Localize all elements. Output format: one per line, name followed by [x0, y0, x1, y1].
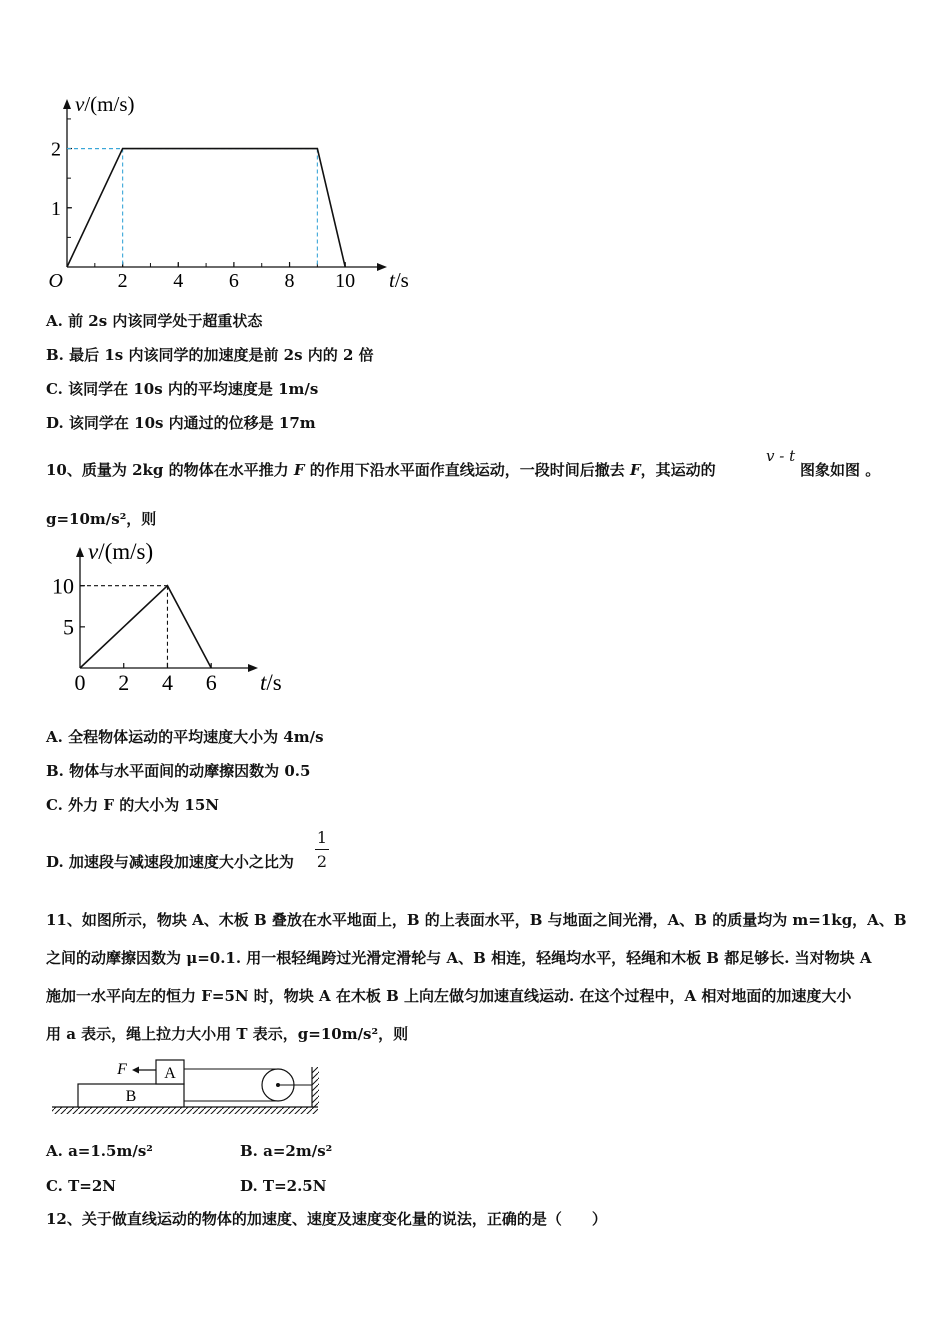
q11-line-3: 施加一水平向左的恒力 F=5N 时，物块 A 在木板 B 上向左做匀加速直线运动. 在这个过程中，A 相对地面的加速度大小	[46, 987, 852, 1005]
force-label: F	[117, 1061, 127, 1078]
fraction-denominator: 2	[316, 852, 328, 871]
q11-option-a: A. a=1.5m/s²	[46, 1142, 153, 1160]
q11-pulley-diagram	[48, 1055, 328, 1125]
y-axis-label: v/(m/s)	[88, 539, 154, 564]
q10-option-d: D. 加速段与减速段加速度大小之比为	[46, 853, 294, 871]
q11-line-1: 11、如图所示，物块 A、木板 B 叠放在水平地面上，B 的上表面水平，B 与地面之间光滑，A、B 的质量均为 m=1kg，A、B	[46, 911, 907, 929]
q10-fraction	[315, 828, 329, 871]
q10-option-c: C. 外力 F 的大小为 15N	[46, 796, 220, 814]
y-axis-arrow	[63, 99, 71, 109]
x-tick-label: 8	[284, 270, 295, 292]
ground-hatch	[52, 1107, 318, 1114]
q10-option-a: A. 全程物体运动的平均速度大小为 4m/s	[46, 728, 324, 746]
series-line	[80, 586, 211, 668]
q9-option-c: C. 该同学在 10s 内的平均速度是 1m/s	[46, 380, 319, 398]
q10-vt-label: v - t	[766, 447, 796, 465]
block-a-label: A	[164, 1065, 176, 1082]
force-arrowhead	[132, 1067, 139, 1074]
fraction-bar	[315, 849, 329, 850]
board-b-label: B	[125, 1088, 137, 1105]
q11-line-4: 用 a 表示，绳上拉力大小用 T 表示，g=10m/s²，则	[46, 1025, 409, 1043]
origin-label: O	[48, 270, 63, 292]
q9-option-d: D. 该同学在 10s 内通过的位移是 17m	[46, 414, 316, 432]
x-tick-label: 10	[335, 270, 356, 292]
q11-option-c: C. T=2N	[46, 1177, 116, 1195]
q12-stem: 12、关于做直线运动的物体的加速度、速度及速度变化量的说法，正确的是（ ）	[46, 1210, 607, 1228]
q10-gravity: g=10m/s²，则	[46, 510, 157, 528]
x-tick-label: 6	[205, 670, 217, 695]
wall-hatch	[312, 1067, 319, 1107]
q9-vt-chart	[40, 92, 410, 300]
x-tick-label: 4	[161, 670, 173, 695]
x-tick-label: 2	[118, 670, 130, 695]
q9-option-a: A. 前 2s 内该同学处于超重状态	[46, 312, 263, 330]
q10-stem: 10、质量为 2kg 的物体在水平推力 F 的作用下沿水平面作直线运动，一段时间后撤去 F，其运动的	[46, 461, 716, 479]
q10-option-b: B. 物体与水平面间的动摩擦因数为 0.5	[46, 762, 311, 780]
x-axis-label: t/s	[260, 670, 282, 695]
x-tick-label: 0	[74, 670, 86, 695]
y-axis-arrow	[76, 547, 84, 557]
x-axis-arrow	[377, 263, 387, 271]
x-axis-label: t/s	[389, 268, 409, 292]
q11-option-b: B. a=2m/s²	[240, 1142, 333, 1160]
x-tick-label: 6	[228, 270, 239, 292]
y-tick-label: 2	[51, 138, 61, 161]
series-line	[67, 149, 345, 267]
x-tick-label: 2	[117, 270, 128, 292]
q10-vt-chart	[40, 538, 282, 703]
q11-option-d: D. T=2.5N	[240, 1177, 327, 1195]
y-tick-label: 10	[52, 573, 74, 599]
x-axis-arrow	[248, 664, 258, 672]
y-tick-label: 1	[51, 197, 61, 220]
x-tick-label: 4	[173, 270, 184, 292]
q10-stem-end: 图象如图 。	[800, 461, 881, 479]
y-axis-label: v/(m/s)	[75, 92, 135, 116]
y-tick-label: 5	[63, 614, 74, 640]
q11-line-2: 之间的动摩擦因数为 μ=0.1. 用一根轻绳跨过光滑定滑轮与 A、B 相连，轻绳均水平，轻绳和木板 B 都足够长. 当对物块 A	[46, 949, 872, 967]
fraction-numerator: 1	[316, 828, 328, 847]
q9-option-b: B. 最后 1s 内该同学的加速度是前 2s 内的 2 倍	[46, 346, 374, 364]
